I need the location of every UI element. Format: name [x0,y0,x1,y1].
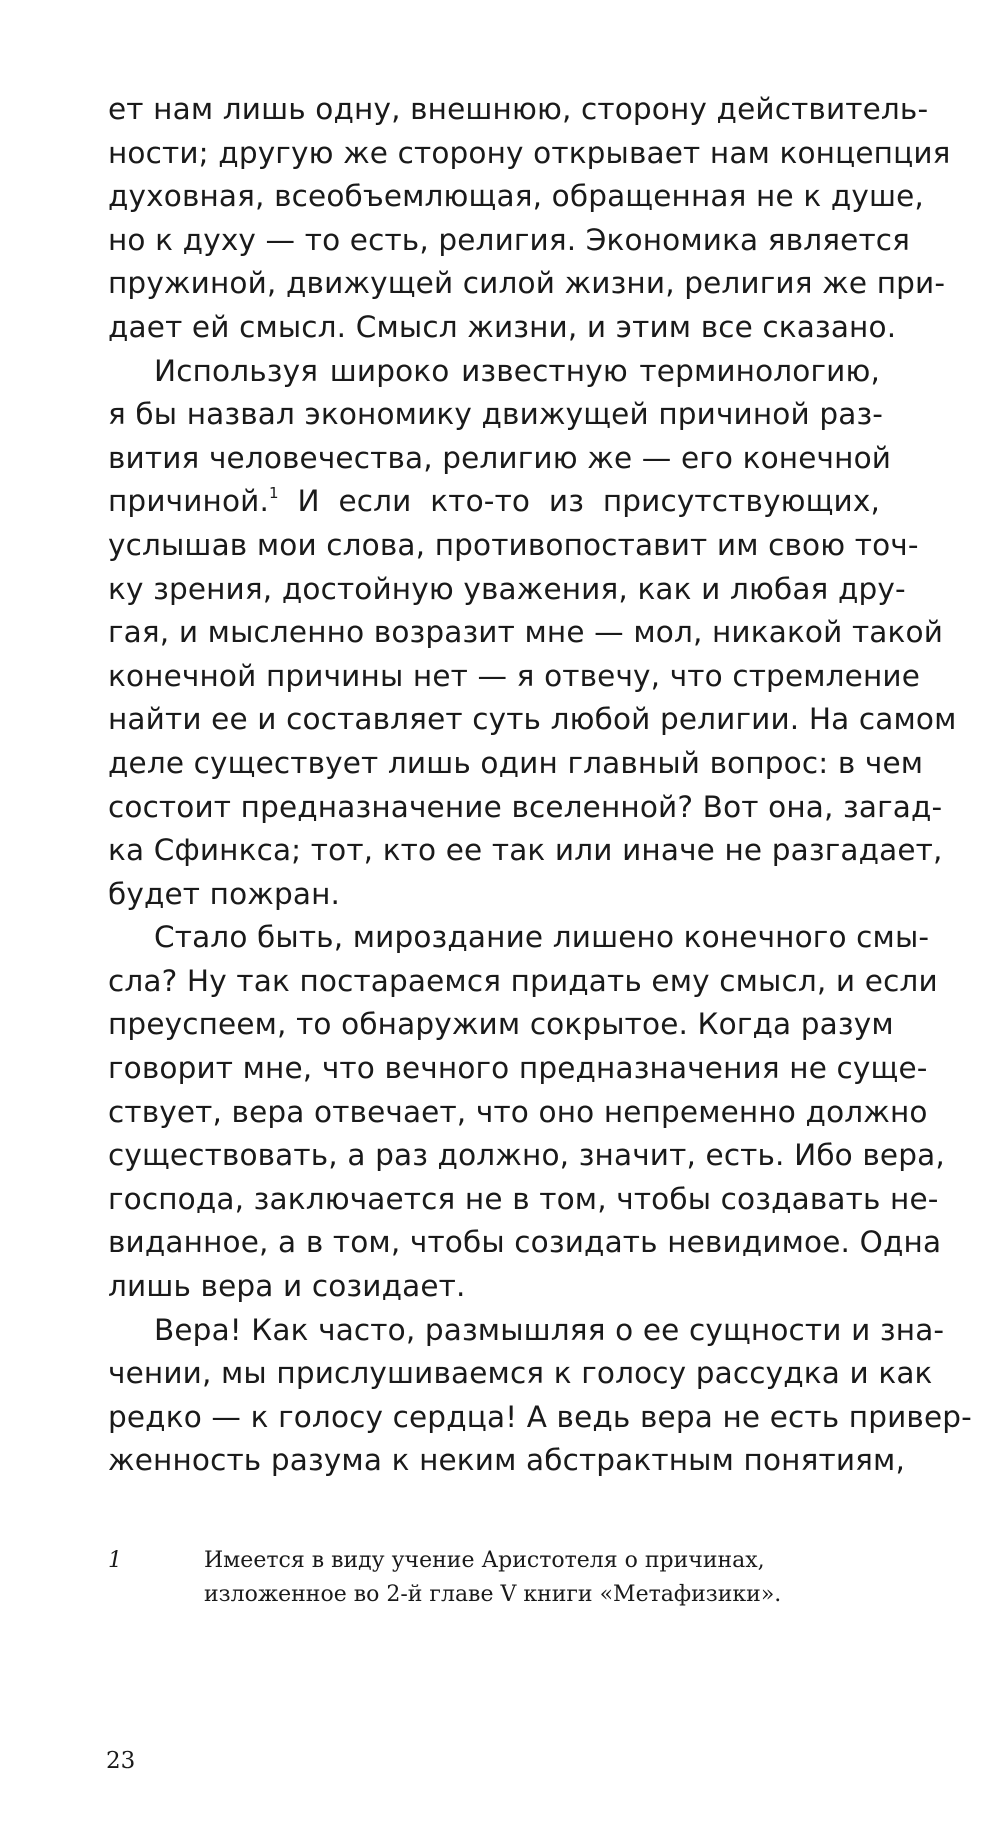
text-line: ет нам лишь одну, внешнюю, сторону действитель- [108,92,929,126]
text-line: дает ей смысл. Смысл жизни, и этим все сказано. [108,309,897,344]
text-line: Стало быть, мироздание лишено конечного смы- [154,920,930,955]
text-line: господа, заключается не в том, чтобы создавать не- [108,1181,939,1216]
text-line: будет пожран. [108,876,341,911]
footnote-reference[interactable]: 1 [269,484,279,503]
footnote-number: 1 [108,1548,122,1573]
text-line: редко — к голосу сердца! А ведь вера не есть привер- [108,1399,972,1434]
text-line: преуспеем, то обнаружим сокрытое. Когда разум [108,1007,894,1042]
text-line: услышав мои слова, противопоставит им свою точ- [108,527,919,562]
text-line: сла? Ну так постараемся придать ему смысл, и если [108,963,938,998]
paragraph [108,88,951,350]
text-line: духовная, всеобъемлющая, обращенная не к душе, [108,179,924,214]
text-line: но к духу — то есть, религия. Экономика является [108,222,911,257]
text-line: конечной причины нет — я отвечу, что стремление [108,658,921,693]
text-line: деле существует лишь один главный вопрос: в чем [108,745,924,780]
text-line: Используя широко известную терминологию, [154,353,880,388]
page-number: 23 [106,1748,136,1774]
text-line [108,480,880,524]
text-line: лишь вера и созидает. [108,1269,466,1304]
text-line: чении, мы прислушиваемся к голосу рассудка и как [108,1356,933,1391]
text-line: говорит мне, что вечного предназначения не суще- [108,1051,928,1086]
text-line: существовать, а раз должно, значит, есть. Ибо вера, [108,1138,945,1173]
footnote-text [204,1544,880,1612]
paragraph [108,1309,972,1483]
text-line: гая, и мысленно возразит мне — мол, никакой такой [108,615,944,650]
text-line: найти ее и составляет суть любой религии. На самом [108,702,957,737]
text-line: виданное, а в том, чтобы созидать невидимое. Одна [108,1225,942,1260]
text-fragment: причиной. [108,484,270,519]
text-line: ку зрения, достойную уважения, как и любая дру- [108,571,906,606]
footnote-line: Имеется в виду учение Аристотеля о причинах, [204,1548,765,1573]
text-line: пружиной, движущей силой жизни, религия же при- [108,266,946,301]
footnote-line: изложенное во 2-й главе V книги «Метафизики». [204,1582,782,1607]
paragraph [108,350,957,917]
text-line: ка Сфинкса; тот, кто ее так или иначе не разгадает, [108,833,943,868]
main-text [108,88,972,1483]
text-line: состоит предназначение вселенной? Вот она, загад- [108,789,943,824]
text-line: вития человечества, религию же — его конечной [108,440,892,475]
text-line: ности; другую же сторону открывает нам концепция [108,135,951,170]
text-line: ствует, вера отвечает, что оно непременно должно [108,1094,928,1129]
text-line: я бы назвал экономику движущей причиной раз- [108,397,884,432]
text-fragment: И если кто-то из присутствующих, [278,484,880,519]
text-line: Вера! Как часто, размышляя о ее сущности и зна- [154,1312,945,1347]
text-line: женность разума к неким абстрактным понятиям, [108,1443,905,1478]
paragraph [108,916,945,1308]
